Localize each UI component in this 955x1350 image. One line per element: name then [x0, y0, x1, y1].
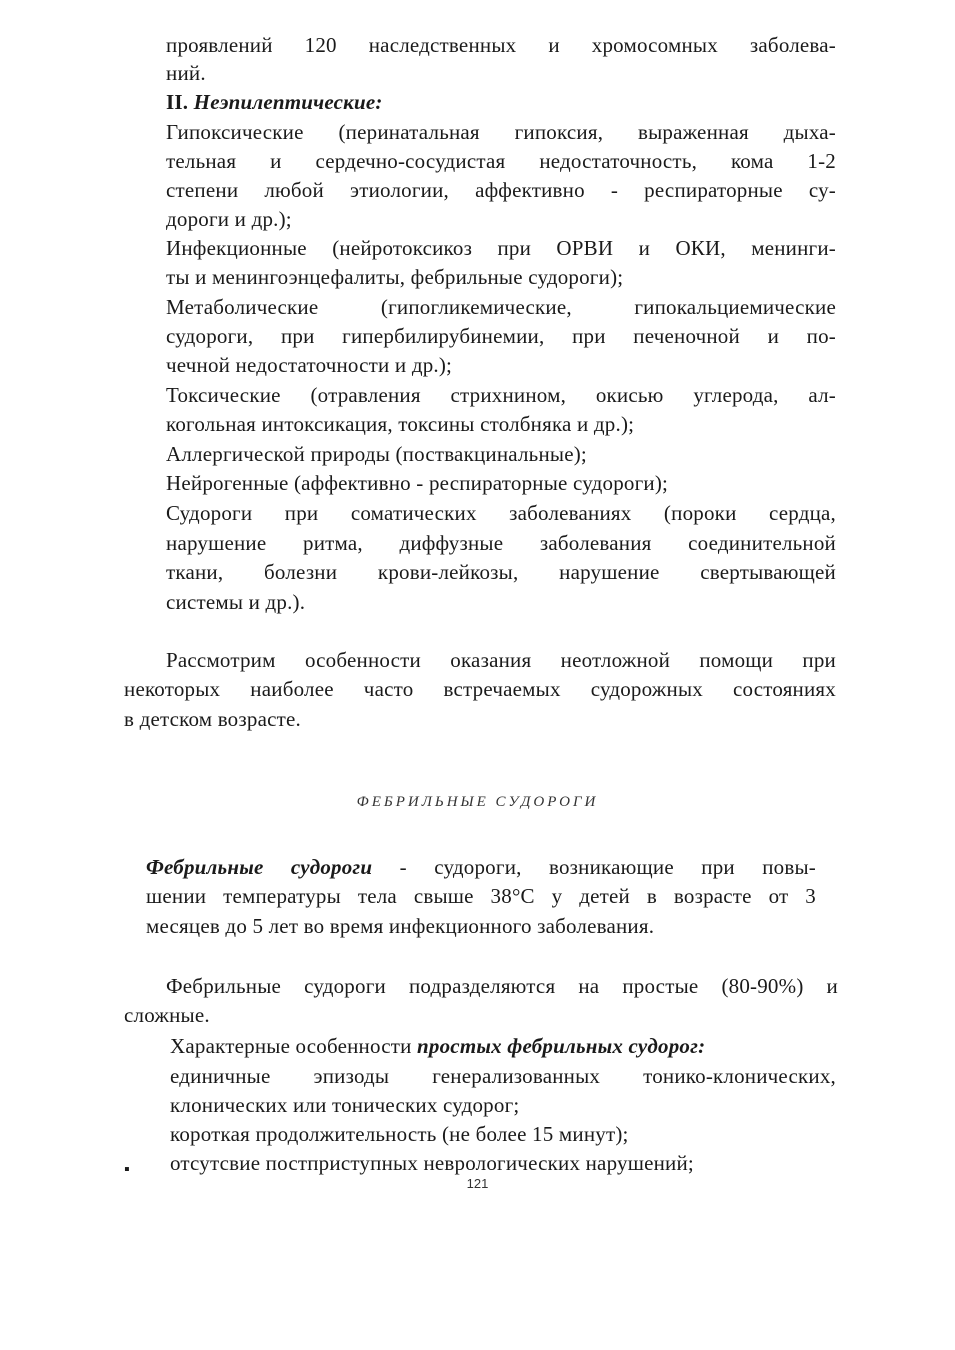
text-line: сложные.	[124, 1003, 210, 1027]
text-line: проявлений 120 наследственных и хромосомных заболева-	[166, 33, 836, 57]
definition-line: месяцев до 5 лет во время инфекционного заболевания.	[146, 914, 655, 938]
section-title-non-epileptic	[166, 87, 383, 117]
definition-line	[146, 852, 816, 882]
bullet-icon: ▪	[124, 1161, 130, 1178]
text-line: ткани, болезни крови-лейкозы, нарушение свертывающей	[166, 560, 836, 584]
features-intro-text: Характерные особенности	[170, 1034, 418, 1058]
text-line: некоторых наиболее часто встречаемых судорожных состояниях	[124, 677, 836, 701]
text-line: судороги, при гипербилирубинемии, при печеночной и по-	[166, 324, 836, 348]
features-term: простых фебрильных судорог:	[417, 1034, 706, 1058]
text-line: Судороги при соматических заболеваниях (пороки сердца,	[166, 501, 836, 525]
text-line: короткая продолжительность (не более 15 минут);	[170, 1122, 629, 1146]
section-heading: ФЕБРИЛЬНЫЕ СУДОРОГИ	[356, 794, 599, 810]
text-line: в детском возрасте.	[124, 707, 301, 731]
text-line: Фебрильные судороги подразделяются на простые (80-90%) и	[166, 974, 838, 998]
definition-line: шении температуры тела свыше 38°С у детей в возрасте от 3	[146, 884, 816, 908]
text-line: системы и др.).	[166, 590, 306, 614]
definition-text: - судороги, возникающие при повы-	[372, 855, 816, 879]
text-line: отсутсвие постприступных неврологических нарушений;	[170, 1151, 694, 1175]
non-epileptic-title: Неэпилептические:	[193, 90, 383, 114]
text-line: ты и менингоэнцефалиты, фебрильные судороги);	[166, 265, 624, 289]
roman-numeral: II.	[166, 90, 194, 114]
text-line: нарушение ритма, диффузные заболевания соединительной	[166, 531, 836, 555]
text-line: дороги и др.);	[166, 207, 292, 231]
text-line: ний.	[166, 61, 206, 85]
text-line: чечной недостаточности и др.);	[166, 353, 453, 377]
text-line: Нейрогенные (аффективно - респираторные судороги);	[166, 471, 669, 495]
text-line: тельная и сердечно-сосудистая недостаточность, кома 1-2	[166, 149, 836, 173]
text-line: единичные эпизоды генерализованных тонико-клонических,	[170, 1064, 836, 1088]
text-line: Аллергической природы (поствакцинальные);	[166, 442, 587, 466]
text-line: Метаболические (гипогликемические, гипокальциемические	[166, 295, 836, 319]
text-line: клонических или тонических судорог;	[170, 1093, 520, 1117]
definition-term: Фебрильные судороги	[146, 855, 373, 879]
text-line: когольная интоксикация, токсины столбняка и др.);	[166, 412, 635, 436]
page-number: 121	[466, 1176, 489, 1191]
text-line: Гипоксические (перинатальная гипоксия, выраженная дыха-	[166, 120, 836, 144]
text-line: Токсические (отравления стрихнином, окисью углерода, ал-	[166, 383, 836, 407]
text-line: степени любой этиологии, аффективно - респираторные су-	[166, 178, 836, 202]
features-intro	[170, 1031, 705, 1061]
text-line: Рассмотрим особенности оказания неотложной помощи при	[166, 648, 836, 672]
text-line: Инфекционные (нейротоксикоз при ОРВИ и ОКИ, менинги-	[166, 236, 836, 260]
